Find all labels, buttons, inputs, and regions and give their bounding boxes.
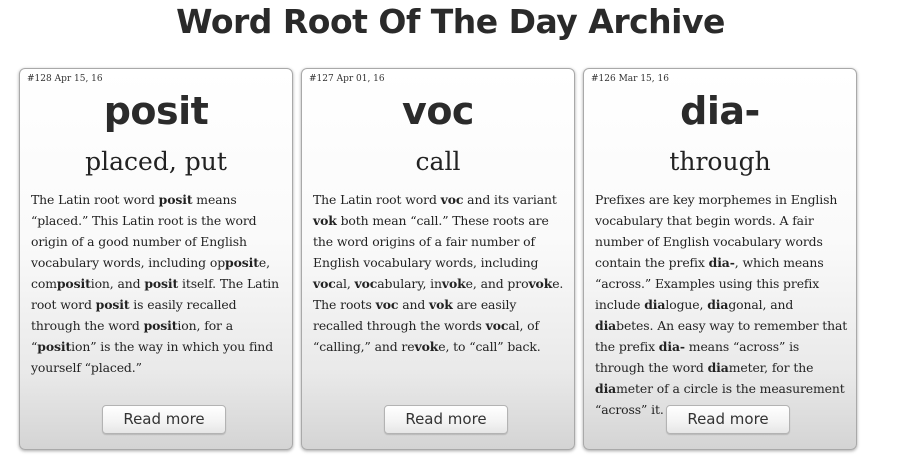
- read-more-button[interactable]: Read more: [102, 405, 226, 434]
- word-root-meaning: call: [415, 147, 461, 176]
- word-root-heading: posit: [103, 89, 209, 133]
- card-meta: #126 Mar 15, 16: [591, 74, 669, 84]
- page-title: Word Root Of The Day Archive: [176, 2, 725, 41]
- word-root-description: Prefixes are key morphemes in English vocabulary that begin words. A fair number of English vocabulary words contain the prefix dia-, which means “across.” Examples using this prefix include dialogue, diagonal, and diabetes. An easy way to remember that the prefix dia- means “across” is through the word diameter, for the diameter of a circle is the measurement “across” it.: [595, 192, 848, 417]
- word-root-card-posit: [19, 68, 293, 450]
- word-root-heading: dia-: [680, 89, 760, 133]
- word-root-card-voc: [301, 68, 575, 450]
- word-root-heading: voc: [402, 89, 474, 133]
- read-more-button[interactable]: Read more: [666, 405, 790, 434]
- word-root-description: The Latin root word voc and its variant vok both mean “call.” These roots are the word origins of a fair number of English vocabulary words, including vocal, vocabulary, invoke, and provoke. The roots voc and vok are easily recalled through the words vocal, of “calling,” and revoke, to “call” back.: [313, 192, 564, 354]
- word-root-meaning: placed, put: [85, 147, 227, 176]
- read-more-button[interactable]: Read more: [384, 405, 508, 434]
- card-meta: #128 Apr 15, 16: [27, 74, 103, 84]
- card-meta: #127 Apr 01, 16: [309, 74, 385, 84]
- word-root-description: The Latin root word posit means “placed.” This Latin root is the word origin of a good number of English vocabulary words, including opposite, composition, and posit itself. The Latin root word posit is easily recalled through the word position, for a “position” is the way in which you find yourself “placed.”: [31, 192, 279, 375]
- word-root-card-dia: [583, 68, 857, 450]
- word-root-meaning: through: [669, 147, 771, 176]
